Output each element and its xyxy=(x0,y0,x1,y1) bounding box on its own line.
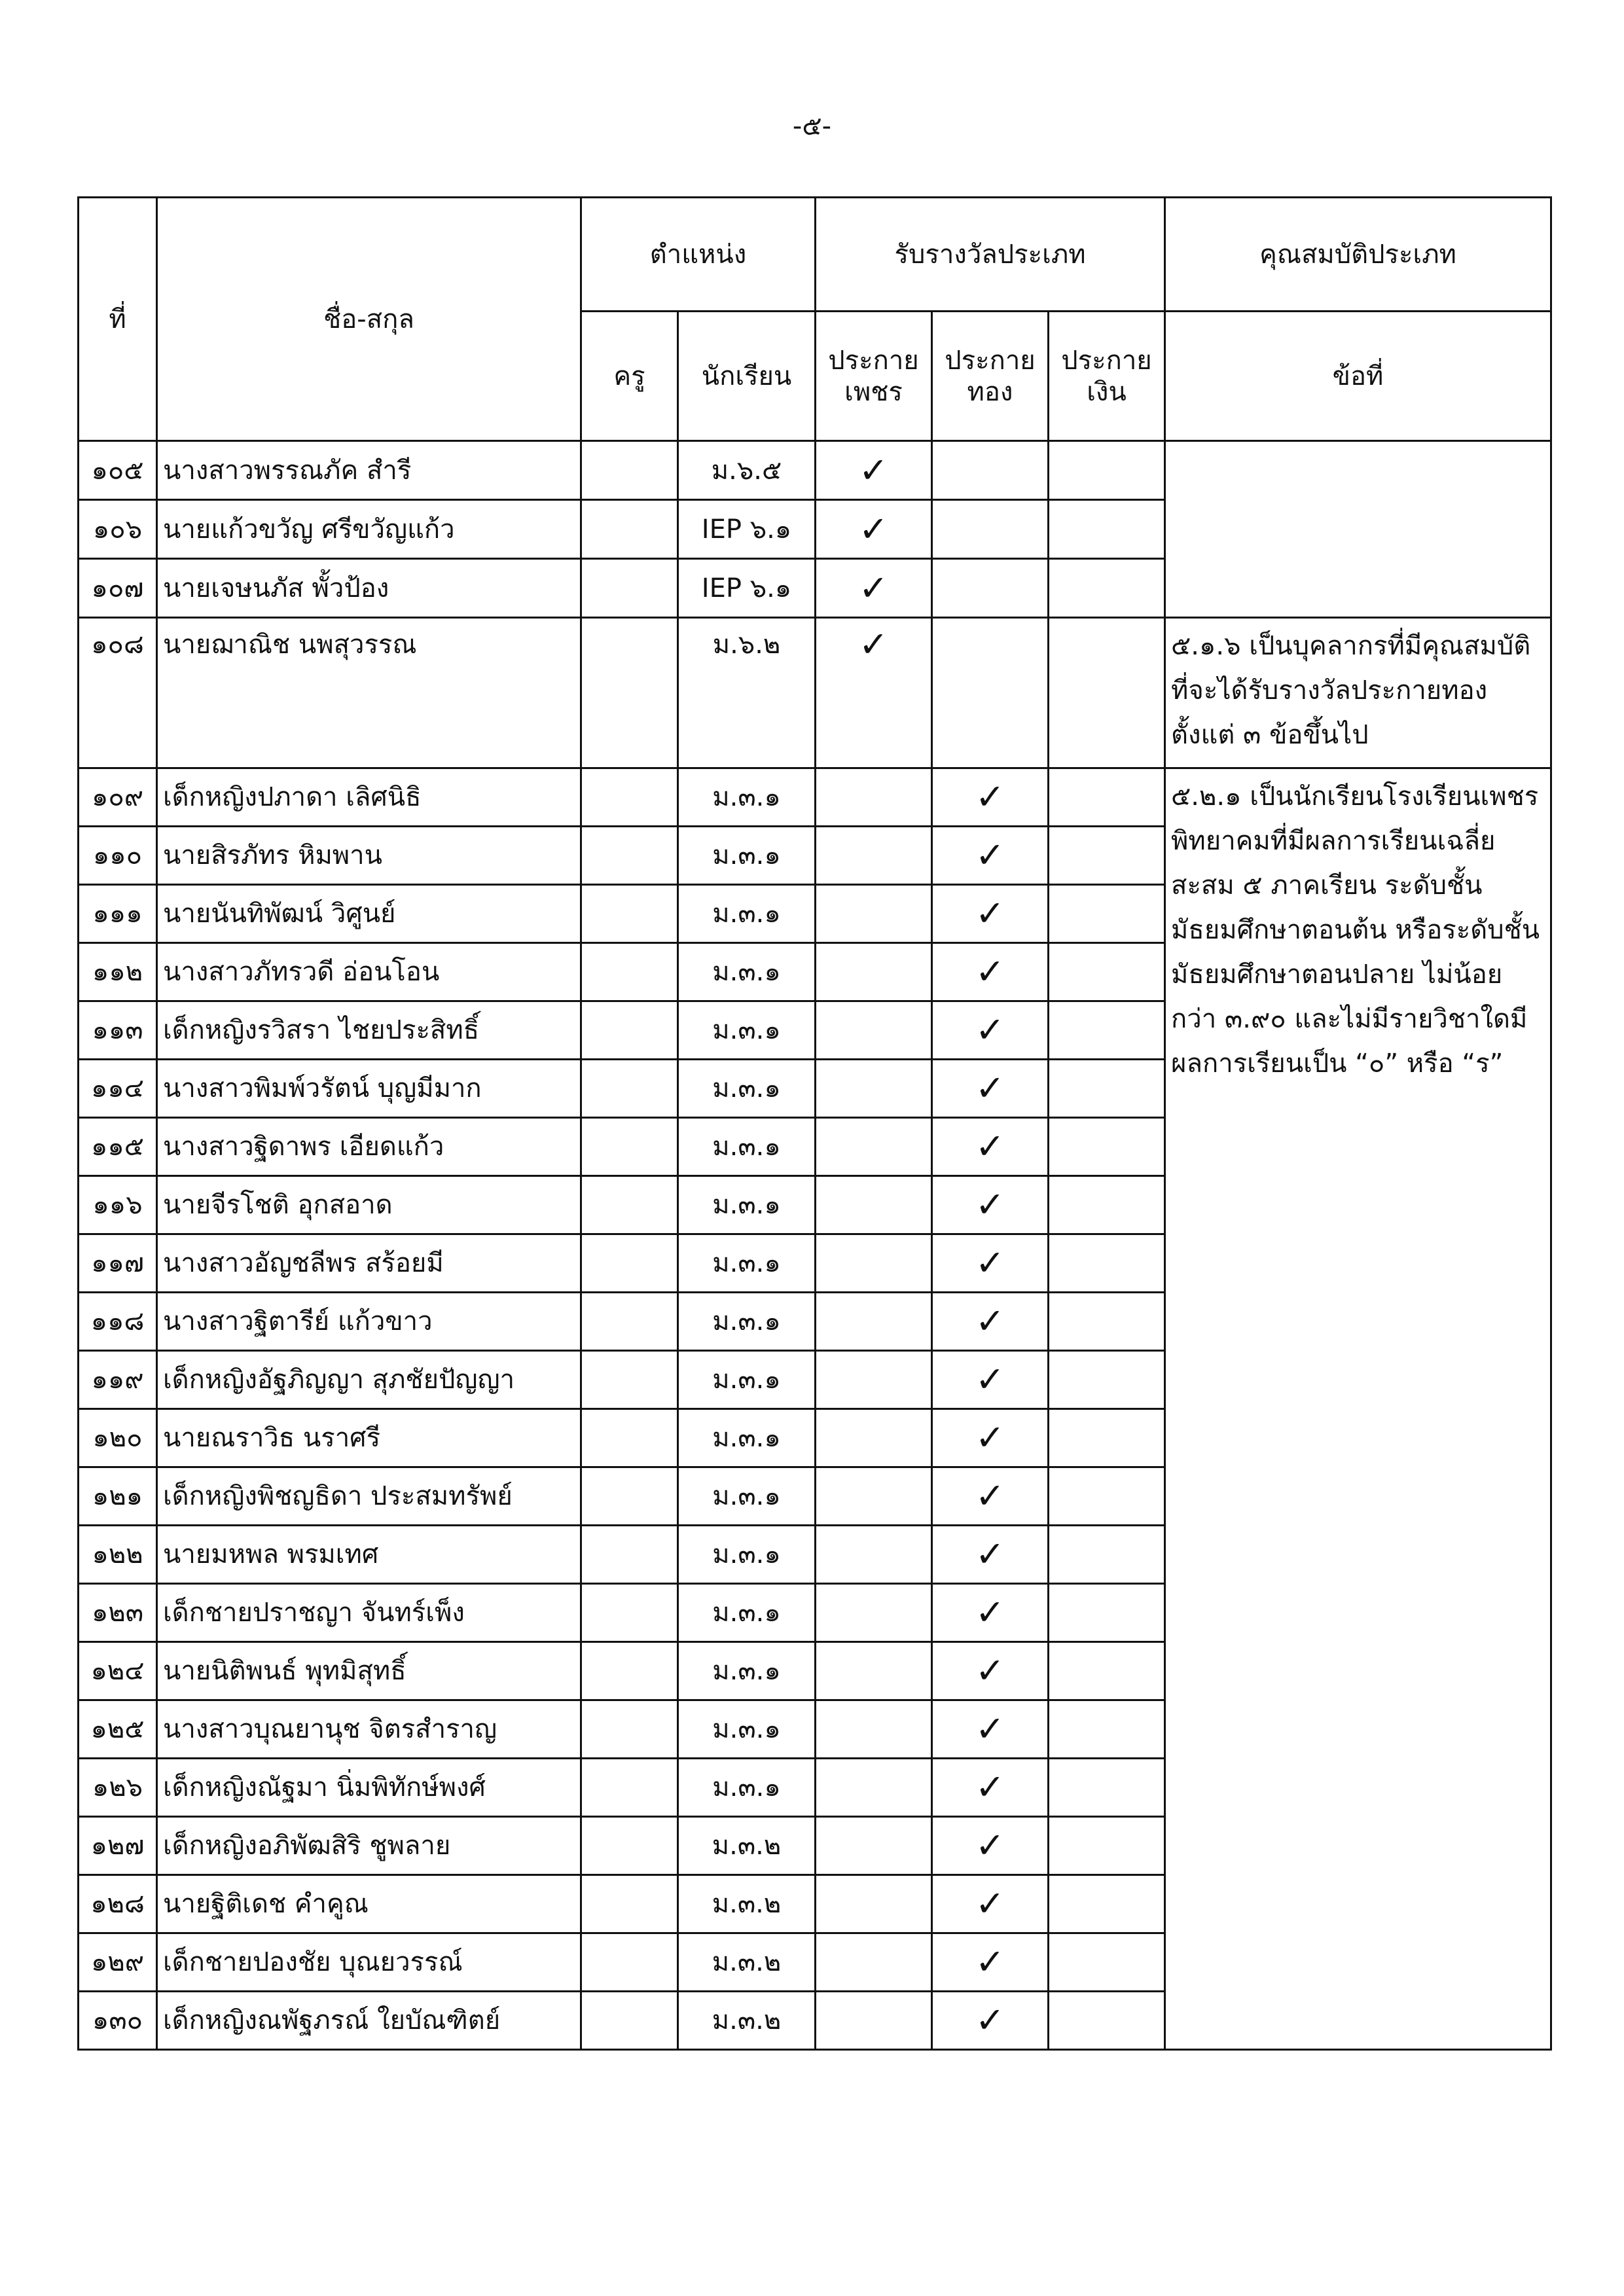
row-teacher xyxy=(581,1467,678,1526)
row-teacher xyxy=(581,1176,678,1234)
row-gold: ✓ xyxy=(932,768,1049,827)
row-name: เด็กหญิงปภาดา เลิศนิธิ xyxy=(157,768,581,827)
row-gold: ✓ xyxy=(932,1467,1049,1526)
row-number: ๑๓๐ xyxy=(79,1992,157,2050)
row-student: ม.๓.๑ xyxy=(678,1118,816,1176)
row-name: เด็กชายปองชัย บุณยวรรณ์ xyxy=(157,1933,581,1992)
row-number: ๑๒๑ xyxy=(79,1467,157,1526)
row-student: ม.๓.๑ xyxy=(678,943,816,1001)
row-student: IEP ๖.๑ xyxy=(678,559,816,618)
row-student: ม.๓.๑ xyxy=(678,1351,816,1409)
row-gold: ✓ xyxy=(932,1526,1049,1584)
row-student: ม.๓.๑ xyxy=(678,1642,816,1700)
header-student: นักเรียน xyxy=(678,312,816,441)
row-silver xyxy=(1049,943,1165,1001)
row-number: ๑๒๙ xyxy=(79,1933,157,1992)
row-teacher xyxy=(581,1060,678,1118)
row-name: นางสาวฐิตารีย์ แก้วขาว xyxy=(157,1293,581,1351)
row-diamond xyxy=(816,768,932,827)
row-name: เด็กหญิงอภิพัฒสิริ ชูพลาย xyxy=(157,1817,581,1875)
row-number: ๑๑๓ xyxy=(79,1001,157,1060)
row-silver xyxy=(1049,1526,1165,1584)
row-teacher xyxy=(581,1351,678,1409)
row-student: ม.๓.๑ xyxy=(678,827,816,885)
row-number: ๑๐๗ xyxy=(79,559,157,618)
row-teacher xyxy=(581,441,678,500)
row-student: ม.๓.๑ xyxy=(678,1001,816,1060)
row-diamond xyxy=(816,1933,932,1992)
row-silver xyxy=(1049,1642,1165,1700)
row-diamond: ✓ xyxy=(816,559,932,618)
row-name: นายนันทิพัฒน์ วิศูนย์ xyxy=(157,885,581,943)
row-name: เด็กหญิงณพัฐภรณ์ ใยบัณฑิตย์ xyxy=(157,1992,581,2050)
row-student: ม.๖.๒ xyxy=(678,618,816,768)
row-gold: ✓ xyxy=(932,1642,1049,1700)
row-number: ๑๐๙ xyxy=(79,768,157,827)
row-name: นางสาวพรรณภัค สำรี xyxy=(157,441,581,500)
header-no: ที่ xyxy=(79,198,157,441)
row-student: ม.๓.๑ xyxy=(678,1409,816,1467)
row-number: ๑๒๒ xyxy=(79,1526,157,1584)
row-number: ๑๑๔ xyxy=(79,1060,157,1118)
row-student: ม.๓.๑ xyxy=(678,768,816,827)
row-diamond xyxy=(816,1875,932,1933)
row-diamond xyxy=(816,1176,932,1234)
row-gold: ✓ xyxy=(932,1293,1049,1351)
row-teacher xyxy=(581,827,678,885)
row-student: ม.๓.๒ xyxy=(678,1875,816,1933)
row-name: นางสาวพิมพ์วรัตน์ บุญมีมาก xyxy=(157,1060,581,1118)
row-diamond xyxy=(816,1992,932,2050)
row-name: นายมหพล พรมเทศ xyxy=(157,1526,581,1584)
row-teacher xyxy=(581,1526,678,1584)
row-silver xyxy=(1049,768,1165,827)
row-diamond xyxy=(816,1584,932,1642)
header-silver: ประกาย เงิน xyxy=(1049,312,1165,441)
row-name: เด็กหญิงรวิสรา ไชยประสิทธิ์ xyxy=(157,1001,581,1060)
row-silver xyxy=(1049,1176,1165,1234)
row-number: ๑๒๕ xyxy=(79,1700,157,1759)
row-silver xyxy=(1049,1234,1165,1293)
row-gold: ✓ xyxy=(932,1700,1049,1759)
row-gold xyxy=(932,441,1049,500)
row-name: นางสาวอัญชลีพร สร้อยมี xyxy=(157,1234,581,1293)
row-gold: ✓ xyxy=(932,1060,1049,1118)
row-silver xyxy=(1049,1875,1165,1933)
row-diamond xyxy=(816,1293,932,1351)
row-diamond xyxy=(816,1060,932,1118)
row-student: ม.๓.๑ xyxy=(678,1060,816,1118)
header-name: ชื่อ-สกุล xyxy=(157,198,581,441)
row-name: นายเจษนภัส พั้วป้อง xyxy=(157,559,581,618)
row-student: ม.๓.๒ xyxy=(678,1817,816,1875)
row-gold: ✓ xyxy=(932,1118,1049,1176)
row-teacher xyxy=(581,1817,678,1875)
row-gold: ✓ xyxy=(932,827,1049,885)
row-diamond xyxy=(816,827,932,885)
row-silver xyxy=(1049,1001,1165,1060)
header-clause: ข้อที่ xyxy=(1165,312,1551,441)
row-name: เด็กหญิงอัฐภิญญา สุภชัยปัญญา xyxy=(157,1351,581,1409)
row-gold xyxy=(932,618,1049,768)
row-silver xyxy=(1049,1817,1165,1875)
row-teacher xyxy=(581,943,678,1001)
row-silver xyxy=(1049,1118,1165,1176)
row-gold: ✓ xyxy=(932,1933,1049,1992)
row-student: ม.๓.๑ xyxy=(678,1700,816,1759)
row-number: ๑๐๕ xyxy=(79,441,157,500)
table-row xyxy=(79,618,1551,768)
row-teacher xyxy=(581,618,678,768)
row-name: นายนิติพนธ์ พุทมิสุทธิ์ xyxy=(157,1642,581,1700)
page-number: -๕- xyxy=(792,111,832,141)
row-silver xyxy=(1049,1351,1165,1409)
row-name: เด็กหญิงพิชญธิดา ประสมทรัพย์ xyxy=(157,1467,581,1526)
criteria-5-1-6: ๕.๑.๖ เป็นบุคลากรที่มีคุณสมบัติที่จะได้รับรางวัลประกายทอง ตั้งแต่ ๓ ข้อขึ้นไป xyxy=(1165,618,1551,768)
row-diamond xyxy=(816,1759,932,1817)
row-student: ม.๓.๑ xyxy=(678,1759,816,1817)
row-silver xyxy=(1049,1933,1165,1992)
row-gold: ✓ xyxy=(932,1992,1049,2050)
row-gold: ✓ xyxy=(932,1001,1049,1060)
row-teacher xyxy=(581,1584,678,1642)
header-teacher: ครู xyxy=(581,312,678,441)
row-student: ม.๓.๑ xyxy=(678,1467,816,1526)
row-silver xyxy=(1049,827,1165,885)
header-award-type: รับรางวัลประเภท xyxy=(816,198,1165,312)
row-silver xyxy=(1049,500,1165,559)
row-diamond xyxy=(816,1234,932,1293)
row-diamond xyxy=(816,1700,932,1759)
row-student: ม.๖.๕ xyxy=(678,441,816,500)
criteria-5-2-1: ๕.๒.๑ เป็นนักเรียนโรงเรียนเพชรพิทยาคมที่มีผลการเรียนเฉลี่ยสะสม ๕ ภาคเรียน ระดับชั้นมัธยมศึกษาตอนต้น หรือระดับชั้นมัธยมศึกษาตอนปลาย ไม่น้อยกว่า ๓.๙๐ และไม่มีรายวิชาใดมีผลการเรียนเป็น “๐” หรือ “ร” xyxy=(1165,768,1551,2050)
row-diamond xyxy=(816,943,932,1001)
row-silver xyxy=(1049,559,1165,618)
row-number: ๑๒๐ xyxy=(79,1409,157,1467)
row-teacher xyxy=(581,1642,678,1700)
row-teacher xyxy=(581,1409,678,1467)
row-silver xyxy=(1049,1060,1165,1118)
row-student: ม.๓.๑ xyxy=(678,1234,816,1293)
row-number: ๑๒๔ xyxy=(79,1642,157,1700)
row-number: ๑๒๘ xyxy=(79,1875,157,1933)
row-teacher xyxy=(581,1933,678,1992)
row-number: ๑๐๘ xyxy=(79,618,157,768)
row-gold: ✓ xyxy=(932,1409,1049,1467)
row-gold: ✓ xyxy=(932,1817,1049,1875)
row-student: ม.๓.๑ xyxy=(678,1176,816,1234)
row-gold: ✓ xyxy=(932,1759,1049,1817)
row-teacher xyxy=(581,1759,678,1817)
row-name: นายแก้วขวัญ ศรีขวัญแก้ว xyxy=(157,500,581,559)
award-table xyxy=(77,196,1552,2051)
row-diamond xyxy=(816,1409,932,1467)
row-teacher xyxy=(581,768,678,827)
row-teacher xyxy=(581,1992,678,2050)
row-student: IEP ๖.๑ xyxy=(678,500,816,559)
row-silver xyxy=(1049,1467,1165,1526)
header-gold: ประกาย ทอง xyxy=(932,312,1049,441)
row-diamond xyxy=(816,1467,932,1526)
row-name: นายสิรภัทร หิมพาน xyxy=(157,827,581,885)
row-gold: ✓ xyxy=(932,1875,1049,1933)
row-teacher xyxy=(581,1875,678,1933)
row-student: ม.๓.๑ xyxy=(678,1293,816,1351)
row-teacher xyxy=(581,559,678,618)
row-silver xyxy=(1049,885,1165,943)
row-name: นายณราวิธ นราศรี xyxy=(157,1409,581,1467)
row-silver xyxy=(1049,1409,1165,1467)
row-gold: ✓ xyxy=(932,1351,1049,1409)
row-gold: ✓ xyxy=(932,943,1049,1001)
row-gold xyxy=(932,500,1049,559)
row-teacher xyxy=(581,500,678,559)
row-student: ม.๓.๑ xyxy=(678,885,816,943)
row-student: ม.๓.๒ xyxy=(678,1992,816,2050)
row-gold: ✓ xyxy=(932,1234,1049,1293)
row-name: นายฌาณิช นพสุวรรณ xyxy=(157,618,581,768)
row-gold: ✓ xyxy=(932,1176,1049,1234)
row-diamond xyxy=(816,1001,932,1060)
row-gold: ✓ xyxy=(932,885,1049,943)
row-gold: ✓ xyxy=(932,1584,1049,1642)
row-teacher xyxy=(581,1001,678,1060)
row-teacher xyxy=(581,1700,678,1759)
row-gold xyxy=(932,559,1049,618)
header-position: ตำแหน่ง xyxy=(581,198,816,312)
row-teacher xyxy=(581,1293,678,1351)
row-diamond: ✓ xyxy=(816,441,932,500)
row-teacher xyxy=(581,885,678,943)
row-silver xyxy=(1049,1700,1165,1759)
row-name: นายฐิติเดช คำคูณ xyxy=(157,1875,581,1933)
row-student: ม.๓.๑ xyxy=(678,1584,816,1642)
row-number: ๑๑๙ xyxy=(79,1351,157,1409)
row-student: ม.๓.๑ xyxy=(678,1526,816,1584)
row-silver xyxy=(1049,1992,1165,2050)
row-diamond xyxy=(816,1526,932,1584)
row-silver xyxy=(1049,1584,1165,1642)
row-diamond xyxy=(816,885,932,943)
row-number: ๑๑๐ xyxy=(79,827,157,885)
row-name: นางสาวฐิดาพร เอียดแก้ว xyxy=(157,1118,581,1176)
row-number: ๑๐๖ xyxy=(79,500,157,559)
criteria-empty xyxy=(1165,441,1551,618)
row-teacher xyxy=(581,1234,678,1293)
row-diamond xyxy=(816,1642,932,1700)
row-silver xyxy=(1049,441,1165,500)
row-number: ๑๑๒ xyxy=(79,943,157,1001)
row-diamond xyxy=(816,1118,932,1176)
row-name: เด็กชายปราชญา จันทร์เพ็ง xyxy=(157,1584,581,1642)
row-number: ๑๑๗ xyxy=(79,1234,157,1293)
row-name: นางสาวภัทรวดี อ่อนโอน xyxy=(157,943,581,1001)
row-student: ม.๓.๒ xyxy=(678,1933,816,1992)
row-number: ๑๑๘ xyxy=(79,1293,157,1351)
row-number: ๑๒๖ xyxy=(79,1759,157,1817)
row-diamond: ✓ xyxy=(816,618,932,768)
row-number: ๑๒๓ xyxy=(79,1584,157,1642)
row-silver xyxy=(1049,618,1165,768)
row-name: นางสาวบุณยานุช จิตรสำราญ xyxy=(157,1700,581,1759)
header-qualification-type: คุณสมบัติประเภท xyxy=(1165,198,1551,312)
row-teacher xyxy=(581,1118,678,1176)
row-diamond xyxy=(816,1351,932,1409)
row-number: ๑๑๑ xyxy=(79,885,157,943)
table-row xyxy=(79,768,1551,827)
row-name: เด็กหญิงณัฐมา นิ่มพิทักษ์พงศ์ xyxy=(157,1759,581,1817)
row-silver xyxy=(1049,1293,1165,1351)
header-diamond: ประกาย เพชร xyxy=(816,312,932,441)
row-name: นายจีรโชติ อุกสอาด xyxy=(157,1176,581,1234)
row-number: ๑๑๕ xyxy=(79,1118,157,1176)
row-silver xyxy=(1049,1759,1165,1817)
row-number: ๑๒๗ xyxy=(79,1817,157,1875)
table-row xyxy=(79,441,1551,500)
row-diamond: ✓ xyxy=(816,500,932,559)
row-number: ๑๑๖ xyxy=(79,1176,157,1234)
row-diamond xyxy=(816,1817,932,1875)
